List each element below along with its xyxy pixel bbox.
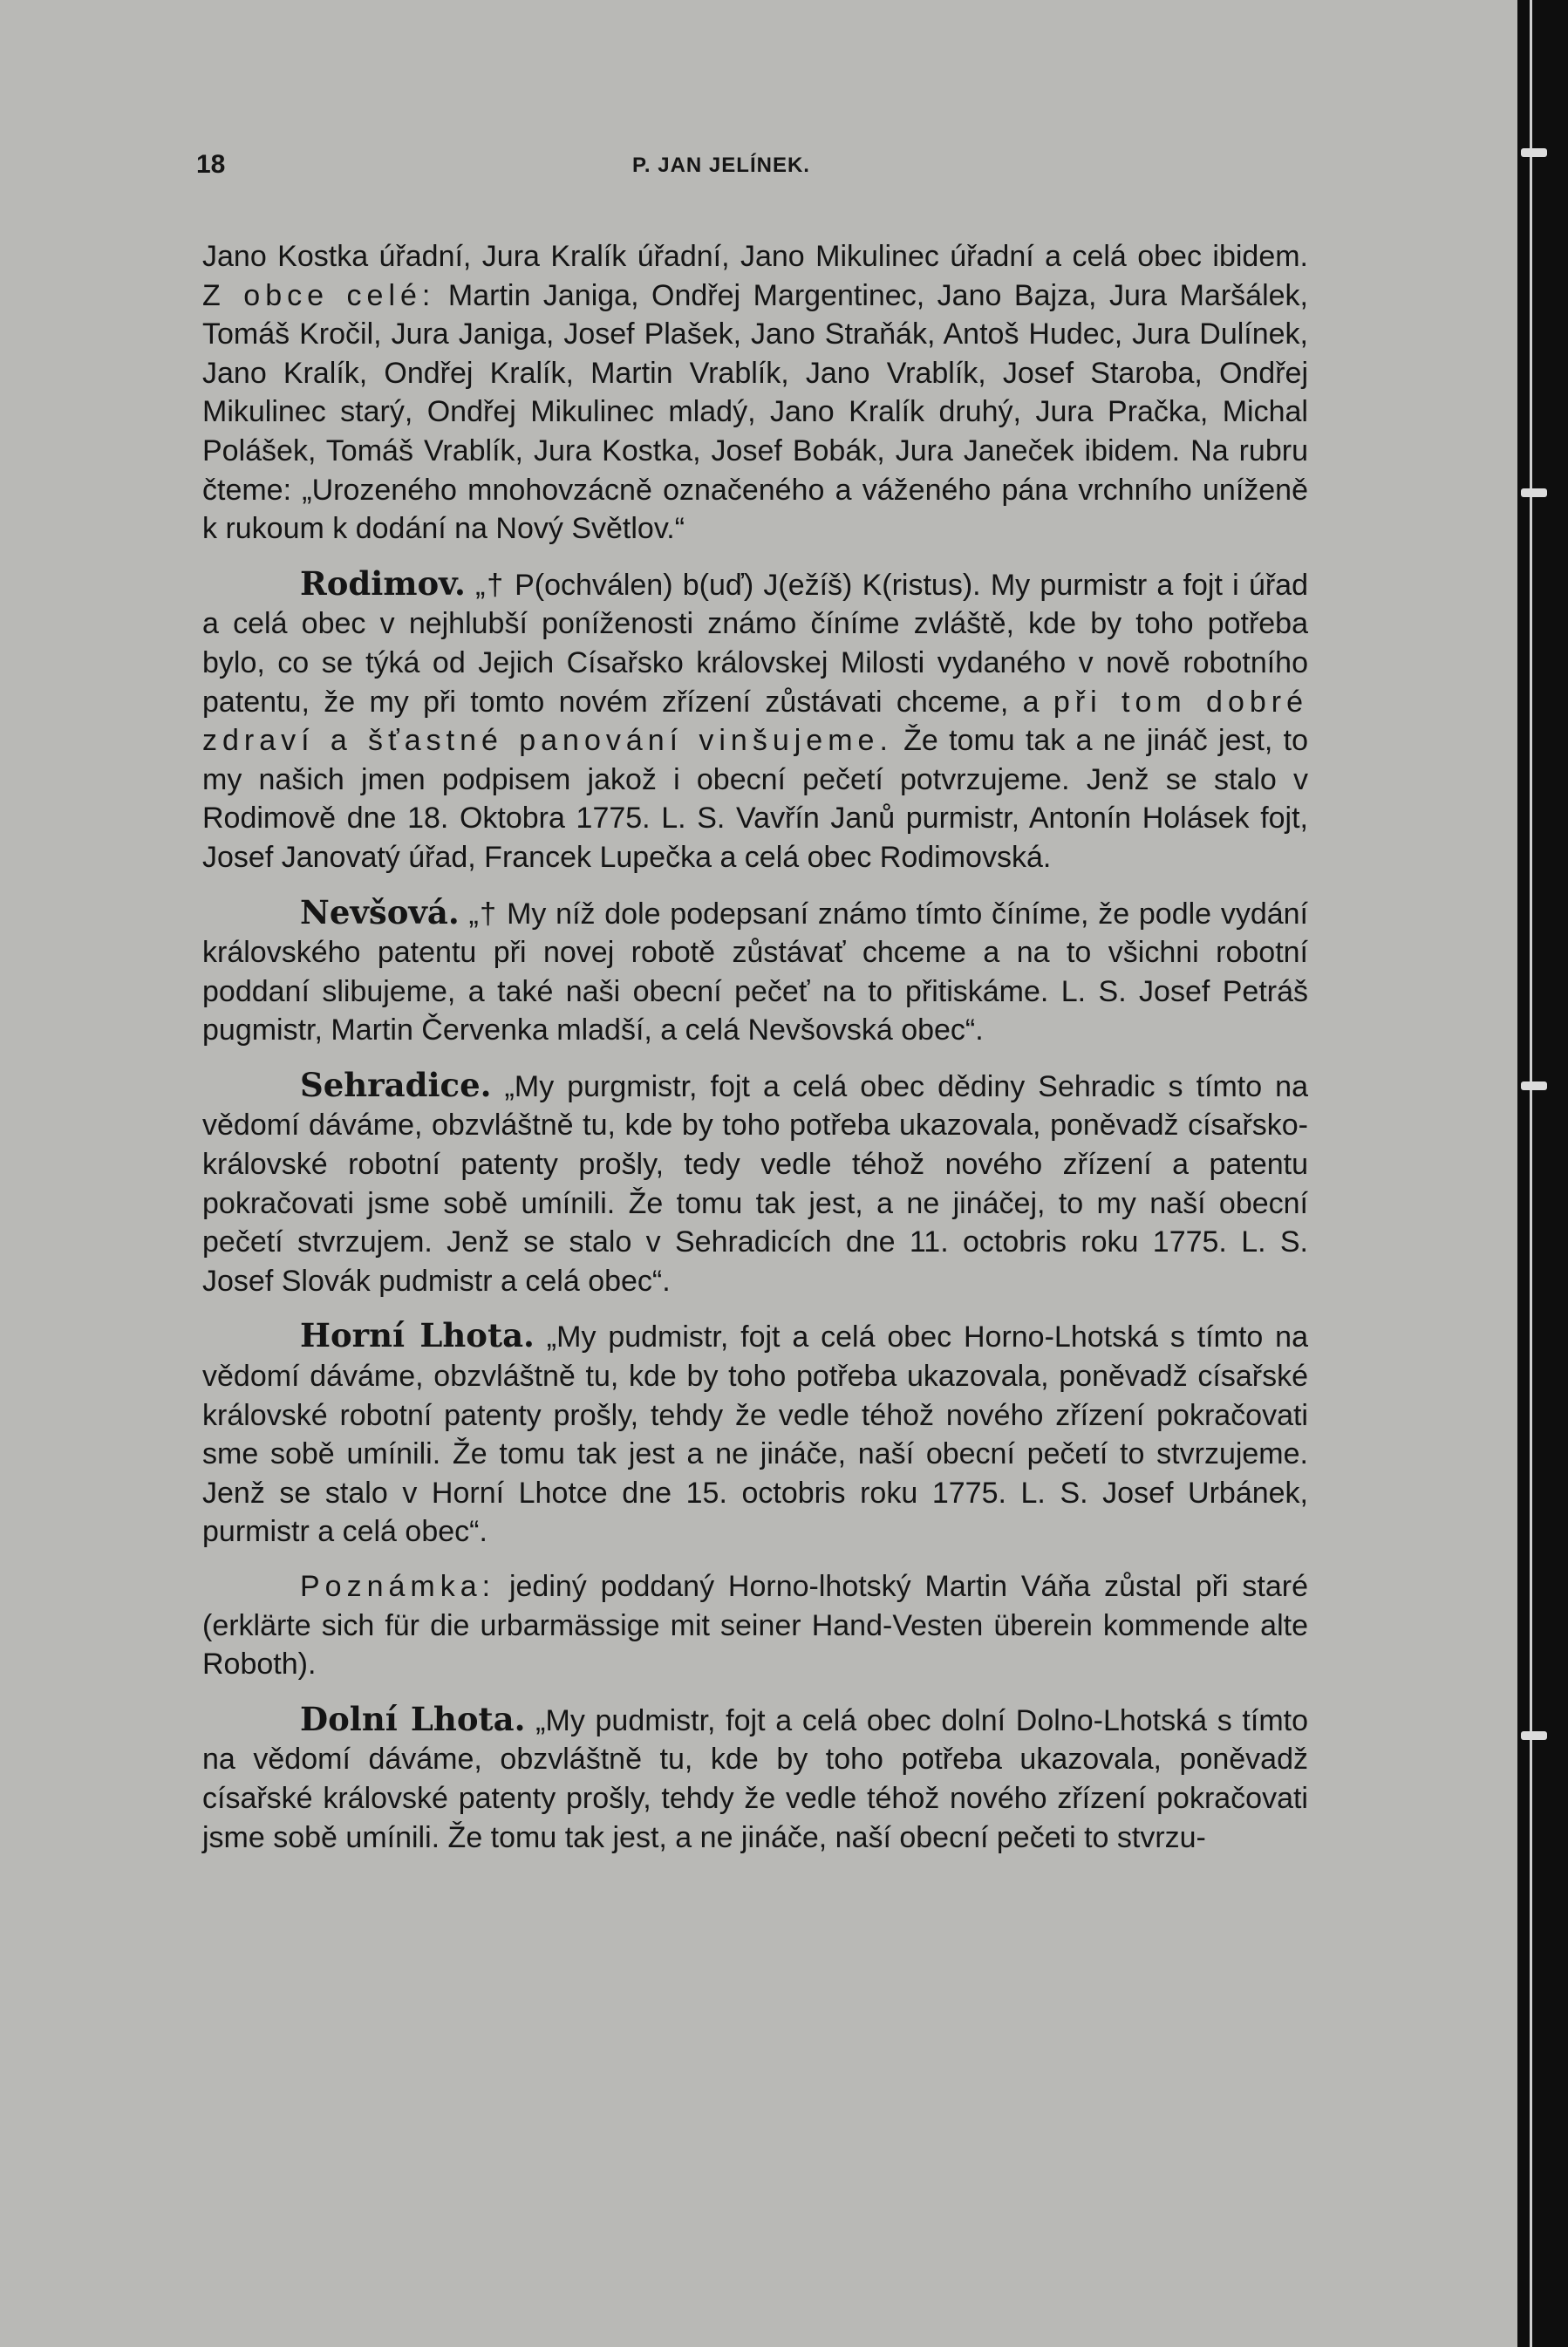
page-header: [196, 150, 1312, 194]
scan-right-edge: [1517, 0, 1568, 2347]
note-label: Poznámka:: [300, 1570, 496, 1603]
edge-line: [1530, 0, 1532, 2347]
edge-mark: [1521, 1731, 1547, 1740]
edge-mark: [1521, 488, 1547, 497]
entry-horni-lhota: Horní Lhota. „My pudmistr, fojt a celá obec Horno-Lhotská s tímto na vědomí dáváme, obzvláštně tu, kde by toho potřeba ukazovala, poněvadž císařské královské robotní patenty prošly, tehdy že vedle téhož nového zřízení pokračovati sme sobě umínili. Že tomu tak jest a ne jináče, naší obecní pečetí to stvrzujeme. Jenž se stalo v Horní Lhotce dne 15. octobris roku 1775. L. S. Josef Urbánek, purmistr a celá obec“.: [202, 1316, 1308, 1549]
entry-nevsova: Nevšová. „† My níž dole podepsaní známo tímto číníme, že podle vydání královského patentu při novej robotě zůstávať chceme a na to všichni robotní poddaní slibujeme, a také naši obecní pečeť na to přitiskáme. L. S. Josef Petráš pugmistr, Martin Červenka mladší, a celá Nevšovská obec“.: [202, 892, 1308, 1047]
place-name: Dolní Lhota.: [300, 1699, 526, 1738]
entry-sehradice: Sehradice. „My purgmistr, fojt a celá obec dědiny Sehradic s tímto na vědomí dáváme, obzvláštně tu, kde by toho potřeba ukazovala, poněvadž císařsko-královské robotní patenty prošly, tedy vedle téhož nového zřízení a patentu pokračovati jsme sobě umínili. Že tomu tak jest, a ne jináčej, to my naší obecní pečetí stvrzujem. Jenž se stalo v Sehradicích dne 11. octobris roku 1775. L. S. Josef Slovák pudmistr a celá obec“.: [202, 1065, 1308, 1298]
running-head: P. JAN JELÍNEK.: [632, 154, 810, 177]
entry-dolni-lhota: Dolní Lhota. „My pudmistr, fojt a celá obec dolní Dolno-Lhotská s tímto na vědomí dáváme, obzvláštně tu, kde by toho potřeba ukazovala, poněvadž císařské královské patenty prošly, tehdy že vedle téhož nového zřízení pokračovati jsme sobě umínili. Že tomu tak jest, a ne jináče, naší obecní pečeti to stvrzu-: [202, 1699, 1309, 1854]
place-name: Sehradice.: [300, 1065, 492, 1104]
body-text: [202, 237, 1308, 1857]
spaced-phrase: při tom dobré zdraví a šťastné panování vinšujeme.: [202, 685, 1308, 758]
entry-poznamka: Poznámka: jediný poddaný Horno-lhotský Martin Váňa zůstal při staré (erklärte sich für die urbarmässige mit seiner Hand-Vesten überein kommende alte Roboth).: [202, 1570, 1308, 1682]
place-name: Nevšová.: [300, 892, 460, 931]
place-name: Horní Lhota.: [300, 1316, 535, 1355]
spaced-phrase: Z obce celé:: [202, 278, 436, 312]
entry-rodimov: Rodimov. „† P(ochválen) b(uď) J(ežíš) K(ristus). My purmistr a fojt i úřad a celá obec v nejhlubší poníženosti známo číníme zvláště, kde by toho potřeba bylo, co se týká od Jejich Císařsko královskej Milosti vydaného v nově robotního patentu, že my při tomto novém zřízení zůstávati chceme, a při tom dobré zdraví a šťastné panování vinšujeme. Že tomu tak a ne jináč jest, to my našich jmen podpisem jakož i obecní pečetí potvrzujeme. Jenž se stalo v Rodimově dne 18. Oktobra 1775. L. S. Vavřín Janů purmistr, Antonín Holásek fojt, Josef Janovatý úřad, Francek Lupečka a celá obec Rodimovská.: [202, 563, 1308, 874]
page-number: 18: [196, 150, 226, 179]
edge-mark: [1521, 1081, 1547, 1090]
edge-mark: [1521, 148, 1547, 157]
place-name: Rodimov.: [300, 563, 466, 603]
paragraph-signatories: Jano Kostka úřadní, Jura Kralík úřadní, Jano Mikulinec úřadní a celá obec ibidem. Z obce celé: Martin Janiga, Ondřej Margentinec, Jano Bajza, Jura Maršálek, Tomáš Kročil, Jura Janiga, Josef Plašek, Jano Straňák, Antoš Hudec, Jura Dulínek, Jano Kralík, Ondřej Kralík, Martin Vrablík, Jano Vrablík, Josef Staroba, Ondřej Mikulinec starý, Ondřej Mikulinec mladý, Jano Kralík druhý, Jura Pračka, Michal Polášek, Tomáš Vrablík, Jura Kostka, Josef Bobák, Jura Janeček ibidem. Na rubru čteme: „Urozeného mnohovzácně označeného a váženého pána vrchního uníženě k rukoum k dodání na Nový Světlov.“: [202, 240, 1308, 546]
